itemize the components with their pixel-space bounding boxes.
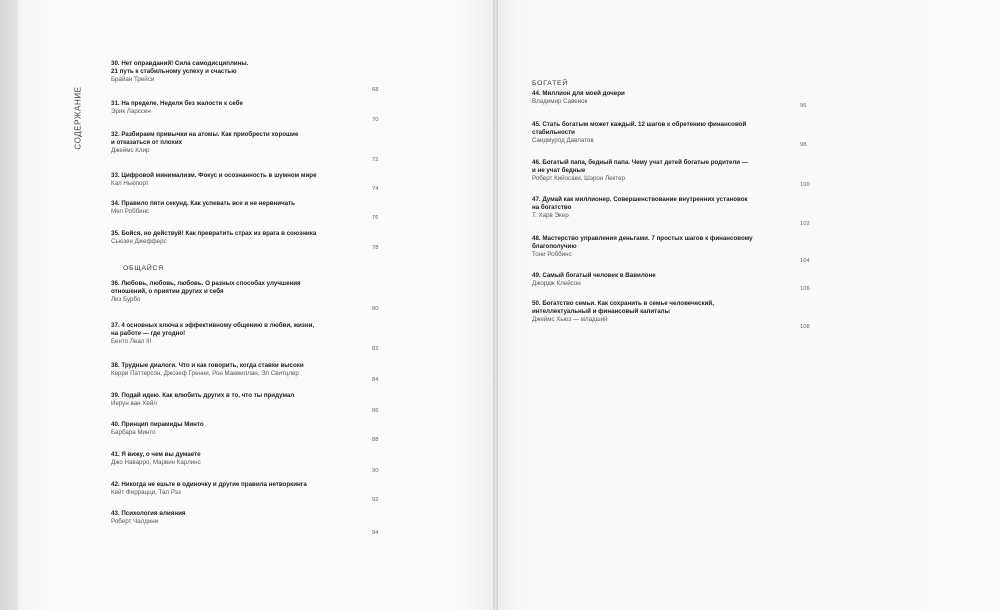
toc-entry: [532, 90, 625, 106]
entry-author: Джеймс Хьюз — младший: [532, 316, 608, 323]
toc-entry: [111, 131, 298, 155]
toc-entry: [111, 100, 243, 116]
entry-title: 49. Самый богатый человек в Вавилоне: [532, 272, 656, 279]
entry-title: 48. Мастерство управления деньгами. 7 простых шагов к финансовому: [532, 235, 753, 242]
entry-author: Джордж Клейсон: [532, 280, 581, 287]
section-heading-rich: БОГАТЕЙ: [532, 80, 569, 87]
entry-title: 37. 4 основных ключа к эффективному общению в любви, жизни,: [111, 322, 315, 329]
entry-title: 46. Богатый папа, бедный папа. Чему учат детей богатые родители —: [532, 159, 749, 166]
entry-author: Роберт Кийосаки, Шэрон Лектер: [532, 175, 625, 182]
toc-entry: [111, 172, 317, 188]
entry-author: Кейт Феррацци, Тал Рэз: [111, 489, 181, 496]
entry-title-continued: благополучию: [532, 243, 577, 250]
entry-title: 50. Богатство семьи. Как сохранить в семье человеческий,: [532, 300, 714, 307]
toc-entry: [111, 510, 185, 526]
entry-page-number: 88: [372, 437, 379, 443]
toc-entry: [111, 60, 248, 84]
toc-entry: [111, 421, 204, 437]
entry-author: Владимир Савенок: [532, 98, 588, 105]
entry-title-continued: отношений, о приятии других и себя: [111, 288, 224, 295]
entry-author: Роберт Чалдини: [111, 518, 159, 525]
toc-entry: [111, 481, 307, 497]
entry-title: 35. Бойся, но действуй! Как превратить страх из врага в союзника: [111, 230, 317, 237]
toc-entry: [111, 451, 201, 467]
entry-page-number: 68: [372, 87, 379, 93]
entry-title: 43. Психология влияния: [111, 510, 186, 517]
entry-title-continued: на работе — где угодно!: [111, 330, 186, 337]
toc-entry: [111, 230, 316, 246]
entry-page-number: 104: [800, 258, 810, 264]
left-page: [18, 0, 493, 610]
toc-entry: [111, 280, 301, 304]
toc-entry: [111, 362, 304, 378]
entry-author: Керри Паттерсон, Джозеф Гренни, Рон Макмиллан, Эл Свитцлер: [111, 370, 299, 377]
entry-page-number: 86: [372, 408, 379, 414]
entry-title: 32. Разбираем привычки на атомы. Как приобрести хорошие: [111, 131, 299, 138]
toc-entry: [532, 121, 746, 145]
toc-entry: [532, 196, 748, 220]
entry-author: Джо Наварро, Марвин Карлинс: [111, 459, 201, 466]
entry-page-number: 74: [372, 186, 379, 192]
entry-page-number: 108: [800, 324, 810, 330]
entry-author: Тони Роббинс: [532, 251, 572, 258]
section-heading-communicate: ОБЩАЙСЯ: [123, 265, 164, 272]
entry-title: 39. Подай идею. Как влюбить других в то, что ты придумал: [111, 392, 295, 399]
entry-title-continued: и не учат бедные: [532, 167, 586, 174]
toc-entry: [532, 272, 656, 288]
toc-entry: [111, 392, 294, 408]
toc-entry: [111, 200, 295, 216]
entry-author: Саидмурод Давлатов: [532, 137, 594, 144]
entry-author: Эрик Ларссен: [111, 108, 151, 115]
entry-title: 36. Любовь, любовь, любовь. О разных способах улучшения: [111, 280, 301, 287]
entry-title: 47. Думай как миллионер. Совершенствование внутренних установок: [532, 196, 748, 203]
entry-page-number: 80: [372, 306, 379, 312]
entry-title-continued: 21 путь к стабильному успеху и счастью: [111, 68, 237, 75]
entry-page-number: 100: [800, 182, 810, 188]
entry-author: Бенто Леал III: [111, 338, 152, 345]
toc-entry: [111, 322, 314, 346]
entry-author: Мел Роббинс: [111, 208, 150, 215]
entry-title: 34. Правило пяти секунд. Как успевать все и не нервничать: [111, 200, 295, 207]
entry-author: Лиз Бурбо: [111, 296, 141, 303]
entry-title-continued: стабильности: [532, 129, 575, 136]
entry-title: 40. Принцип пирамиды Минто: [111, 421, 204, 428]
entry-page-number: 82: [372, 346, 379, 352]
entry-author: Сьюзен Джефферс: [111, 238, 167, 245]
entry-author: Брайан Трейси: [111, 76, 155, 83]
entry-author: Т. Харв Экер: [532, 212, 569, 219]
entry-page-number: 94: [372, 530, 379, 536]
entry-title: 33. Цифровой минимализм. Фокус и осознанность в шумном мире: [111, 172, 317, 179]
book-edge: [0, 0, 18, 610]
entry-author: Джеймс Клир: [111, 147, 150, 154]
entry-title: 41. Я вижу, о чем вы думаете: [111, 451, 201, 458]
entry-page-number: 72: [372, 157, 379, 163]
entry-page-number: 106: [800, 286, 810, 292]
entry-title: 30. Нет оправданий! Сила самодисциплины.: [111, 60, 249, 67]
entry-page-number: 70: [372, 117, 379, 123]
entry-title: 38. Трудные диалоги. Что и как говорить, когда ставки высоки: [111, 362, 304, 369]
entry-page-number: 102: [800, 221, 810, 227]
toc-label: СОДЕРЖАНИЕ: [73, 86, 83, 150]
entry-author: Иерун ван Хейл: [111, 400, 157, 407]
entry-page-number: 78: [372, 245, 379, 251]
entry-title: 31. На пределе. Неделя без жалости к себе: [111, 100, 243, 107]
toc-entry: [532, 159, 748, 183]
entry-page-number: 92: [372, 497, 379, 503]
entry-title: 45. Стать богатым может каждый. 12 шагов к обретению финансовой: [532, 121, 747, 128]
entry-page-number: 84: [372, 377, 379, 383]
toc-entry: [532, 235, 753, 259]
entry-page-number: 90: [372, 468, 379, 474]
entry-page-number: 98: [800, 142, 807, 148]
entry-title: 44. Миллион для моей дочери: [532, 90, 625, 97]
entry-title: 42. Никогда не ешьте в одиночку и другие правила нетворкинга: [111, 481, 307, 488]
entry-page-number: 96: [800, 103, 807, 109]
entry-title-continued: интеллектуальный и финансовый капиталы: [532, 308, 670, 315]
entry-author: Барбара Минто: [111, 429, 156, 436]
entry-author: Кал Ньюпорт: [111, 180, 149, 187]
entry-title-continued: на богатство: [532, 204, 572, 211]
toc-entry: [532, 300, 714, 324]
entry-page-number: 76: [372, 215, 379, 221]
entry-title-continued: и отказаться от плохих: [111, 139, 183, 146]
